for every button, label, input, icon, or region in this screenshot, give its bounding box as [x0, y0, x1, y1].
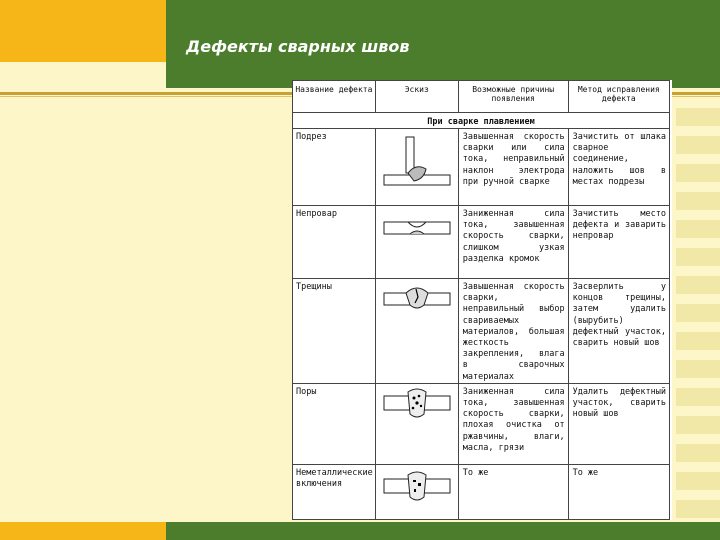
- defect-name: Непровар: [293, 206, 376, 279]
- defect-method: Зачистить место дефекта и заварить непровар: [568, 206, 669, 279]
- pores-sketch-icon: [375, 383, 458, 464]
- section-title: При сварке плавлением: [293, 113, 670, 129]
- section-row: [293, 113, 670, 129]
- header-name: Название дефекта: [293, 81, 376, 113]
- undercut-sketch-icon: [375, 129, 458, 206]
- table-row: [293, 129, 670, 206]
- defect-name: Поры: [293, 383, 376, 464]
- incomplete-penetration-sketch-icon: [375, 206, 458, 279]
- left-panel: [0, 88, 166, 522]
- corner-lower-fill: [0, 62, 166, 88]
- defect-name: Подрез: [293, 129, 376, 206]
- defects-table-scan: [292, 80, 672, 520]
- corner-accent-block: [0, 0, 166, 62]
- defects-table: [292, 80, 670, 520]
- header-method: Метод исправления дефекта: [568, 81, 669, 113]
- defect-causes: Заниженная сила тока, завышенная скорость сварки, слишком узкая разделка кромок: [458, 206, 568, 279]
- defect-causes: Завышенная скорость сварки или сила тока, неправильный наклон электрода при ручной сварке: [458, 129, 568, 206]
- header-causes: Возможные причины появления: [458, 81, 568, 113]
- footer-strip: [166, 522, 720, 540]
- slide-title: Дефекты сварных швов: [186, 37, 410, 56]
- decorative-stripes: [676, 100, 720, 522]
- defect-method: То же: [568, 464, 669, 519]
- defect-method: Удалить дефектный участок, сварить новый шов: [568, 383, 669, 464]
- header-sketch: Эскиз: [375, 81, 458, 113]
- footer-accent-strip: [0, 522, 166, 540]
- defect-causes: Завышенная скорость сварки, неправильный выбор свариваемых материалов, большая жесткость закрепления, влага в сварочных материалах: [458, 279, 568, 384]
- table-header-row: [293, 81, 670, 113]
- defect-name: Трещины: [293, 279, 376, 384]
- inclusions-sketch-icon: [375, 464, 458, 519]
- defect-name: Неметаллические включения: [293, 464, 376, 519]
- defect-method: Зачистить от шлака сварное соединение, наложить шов в местах подрезы: [568, 129, 669, 206]
- defect-causes: Заниженная сила тока, завышенная скорость сварки, плохая очистка от ржавчины, влаги, масла, грязи: [458, 383, 568, 464]
- defect-method: Засверлить у концов трещины, затем удалить (вырубить) дефектный участок, сварить новый шов: [568, 279, 669, 384]
- defect-causes: То же: [458, 464, 568, 519]
- table-row: [293, 206, 670, 279]
- table-row: [293, 464, 670, 519]
- table-row: [293, 383, 670, 464]
- table-row: [293, 279, 670, 384]
- crack-sketch-icon: [375, 279, 458, 384]
